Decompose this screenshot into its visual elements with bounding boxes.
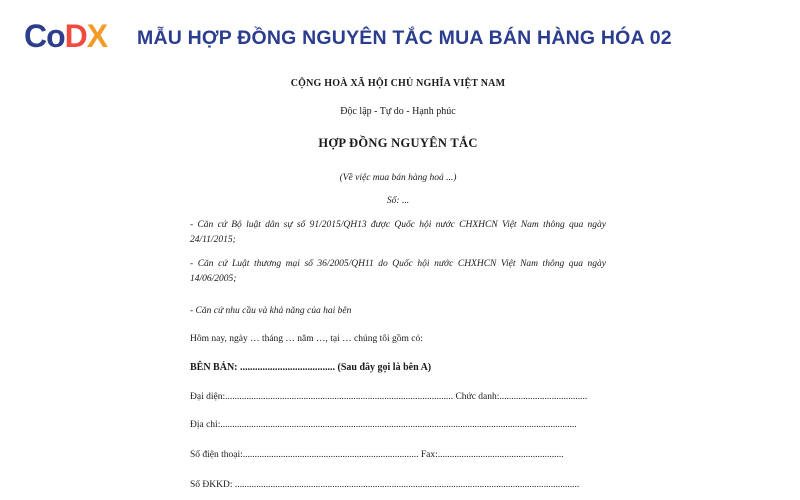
field-phone-fax: Số điện thoại:.......................................................................... Fax:..................................................... (190, 450, 564, 460)
field-business-registration: Số ĐKKD: ................................................................................................................................................. (190, 480, 580, 490)
field-address: Địa chỉ:...................................................................................................................................................... (190, 420, 577, 430)
banner-title: MẪU HỢP ĐỒNG NGUYÊN TẮC MUA BÁN HÀNG HÓA 02 (137, 27, 672, 49)
legal-basis-civil-code: - Căn cứ Bộ luật dân sự số 91/2015/QH13 được Quốc hội nước CHXHCN Việt Nam thông qua ngày 24/11/2015; (190, 220, 606, 245)
contract-intro: Hôm nay, ngày … tháng … năm …, tại … chúng tôi gồm có: (190, 334, 423, 344)
banner-header (0, 0, 800, 70)
field-representative: Đại diện:................................................................................................ Chức danh:..................................... (190, 392, 588, 402)
logo-text-d: D (64, 18, 87, 54)
contract-number: Số: ... (386, 196, 410, 206)
national-motto: Độc lập - Tự do - Hạnh phúc (340, 106, 456, 117)
national-name: CỘNG HOÀ XÃ HỘI CHỦ NGHĨA VIỆT NAM (290, 78, 506, 89)
contract-title: HỢP ĐỒNG NGUYÊN TẮC (318, 136, 478, 150)
contract-subject: (Về việc mua bán hàng hoá ...) (339, 173, 457, 183)
seller-heading: BÊN BÁN: ...................................... (Sau đây gọi là bên A) (190, 362, 432, 373)
logo-text-co: Co (24, 18, 65, 54)
codx-logo (24, 18, 107, 54)
legal-basis-needs: - Căn cứ nhu cầu và khả năng của hai bên (190, 306, 352, 316)
legal-basis-commercial-law: - Căn cứ Luật thương mại số 36/2005/QH11 do Quốc hội nước CHXHCN Việt Nam thông qua ngày 14/06/2005; (190, 259, 606, 284)
logo-text-x: X (86, 18, 108, 54)
